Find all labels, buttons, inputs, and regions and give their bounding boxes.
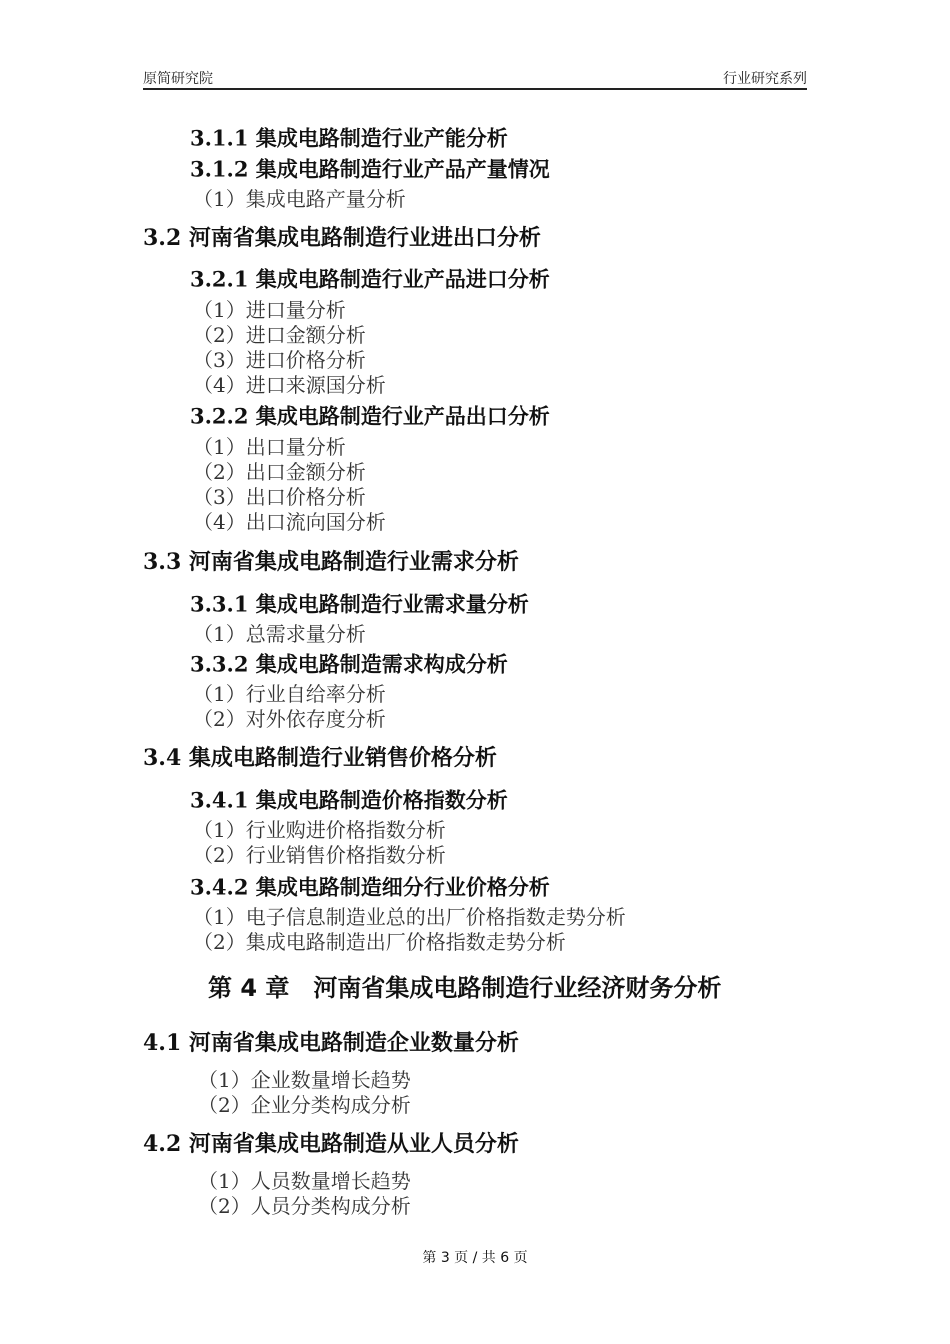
toc-heading-3: 3.1.2 集成电路制造行业产品产量情况	[190, 156, 550, 182]
toc-heading-3: 3.4.2 集成电路制造细分行业价格分析	[190, 874, 550, 900]
toc-item: （1）行业自给率分析	[193, 682, 386, 706]
toc-item: （2）出口金额分析	[193, 460, 366, 484]
toc-item: （2）行业销售价格指数分析	[193, 843, 446, 867]
header-rule	[143, 88, 807, 90]
toc-item: （1）集成电路产量分析	[193, 187, 406, 211]
toc-heading-3: 3.3.1 集成电路制造行业需求量分析	[190, 591, 529, 617]
toc-heading-2: 4.2 河南省集成电路制造从业人员分析	[143, 1131, 519, 1157]
toc-heading-3: 3.2.2 集成电路制造行业产品出口分析	[190, 403, 550, 429]
header-right: 行业研究系列	[723, 71, 807, 87]
toc-item: （1）行业购进价格指数分析	[193, 818, 446, 842]
page-number: 第 3 页 / 共 6 页	[422, 1250, 528, 1266]
toc-item: （1）出口量分析	[193, 435, 346, 459]
toc-item: （4）进口来源国分析	[193, 373, 386, 397]
toc-heading-2: 3.4 集成电路制造行业销售价格分析	[143, 745, 497, 771]
toc-item: （1）总需求量分析	[193, 622, 366, 646]
toc-item: （1）人员数量增长趋势	[198, 1169, 411, 1193]
toc-item: （2）企业分类构成分析	[198, 1093, 411, 1117]
toc-item: （3）进口价格分析	[193, 348, 366, 372]
toc-item: （2）集成电路制造出厂价格指数走势分析	[193, 930, 566, 954]
toc-heading-3: 3.2.1 集成电路制造行业产品进口分析	[190, 266, 550, 292]
toc-item: （1）进口量分析	[193, 298, 346, 322]
toc-item: （2）对外依存度分析	[193, 707, 386, 731]
toc-item: （2）进口金额分析	[193, 323, 366, 347]
chapter-title: 第 4 章 河南省集成电路制造行业经济财务分析	[208, 974, 722, 1002]
toc-heading-2: 3.2 河南省集成电路制造行业进出口分析	[143, 225, 541, 251]
toc-item: （4）出口流向国分析	[193, 510, 386, 534]
header-left: 原简研究院	[143, 71, 213, 87]
toc-item: （1）电子信息制造业总的出厂价格指数走势分析	[193, 905, 626, 929]
toc-item: （2）人员分类构成分析	[198, 1194, 411, 1218]
toc-heading-3: 3.4.1 集成电路制造价格指数分析	[190, 787, 508, 813]
toc-heading-2: 3.3 河南省集成电路制造行业需求分析	[143, 549, 519, 575]
toc-item: （3）出口价格分析	[193, 485, 366, 509]
toc-heading-3: 3.1.1 集成电路制造行业产能分析	[190, 125, 508, 151]
toc-heading-2: 4.1 河南省集成电路制造企业数量分析	[143, 1030, 519, 1056]
toc-heading-3: 3.3.2 集成电路制造需求构成分析	[190, 651, 508, 677]
toc-item: （1）企业数量增长趋势	[198, 1068, 411, 1092]
